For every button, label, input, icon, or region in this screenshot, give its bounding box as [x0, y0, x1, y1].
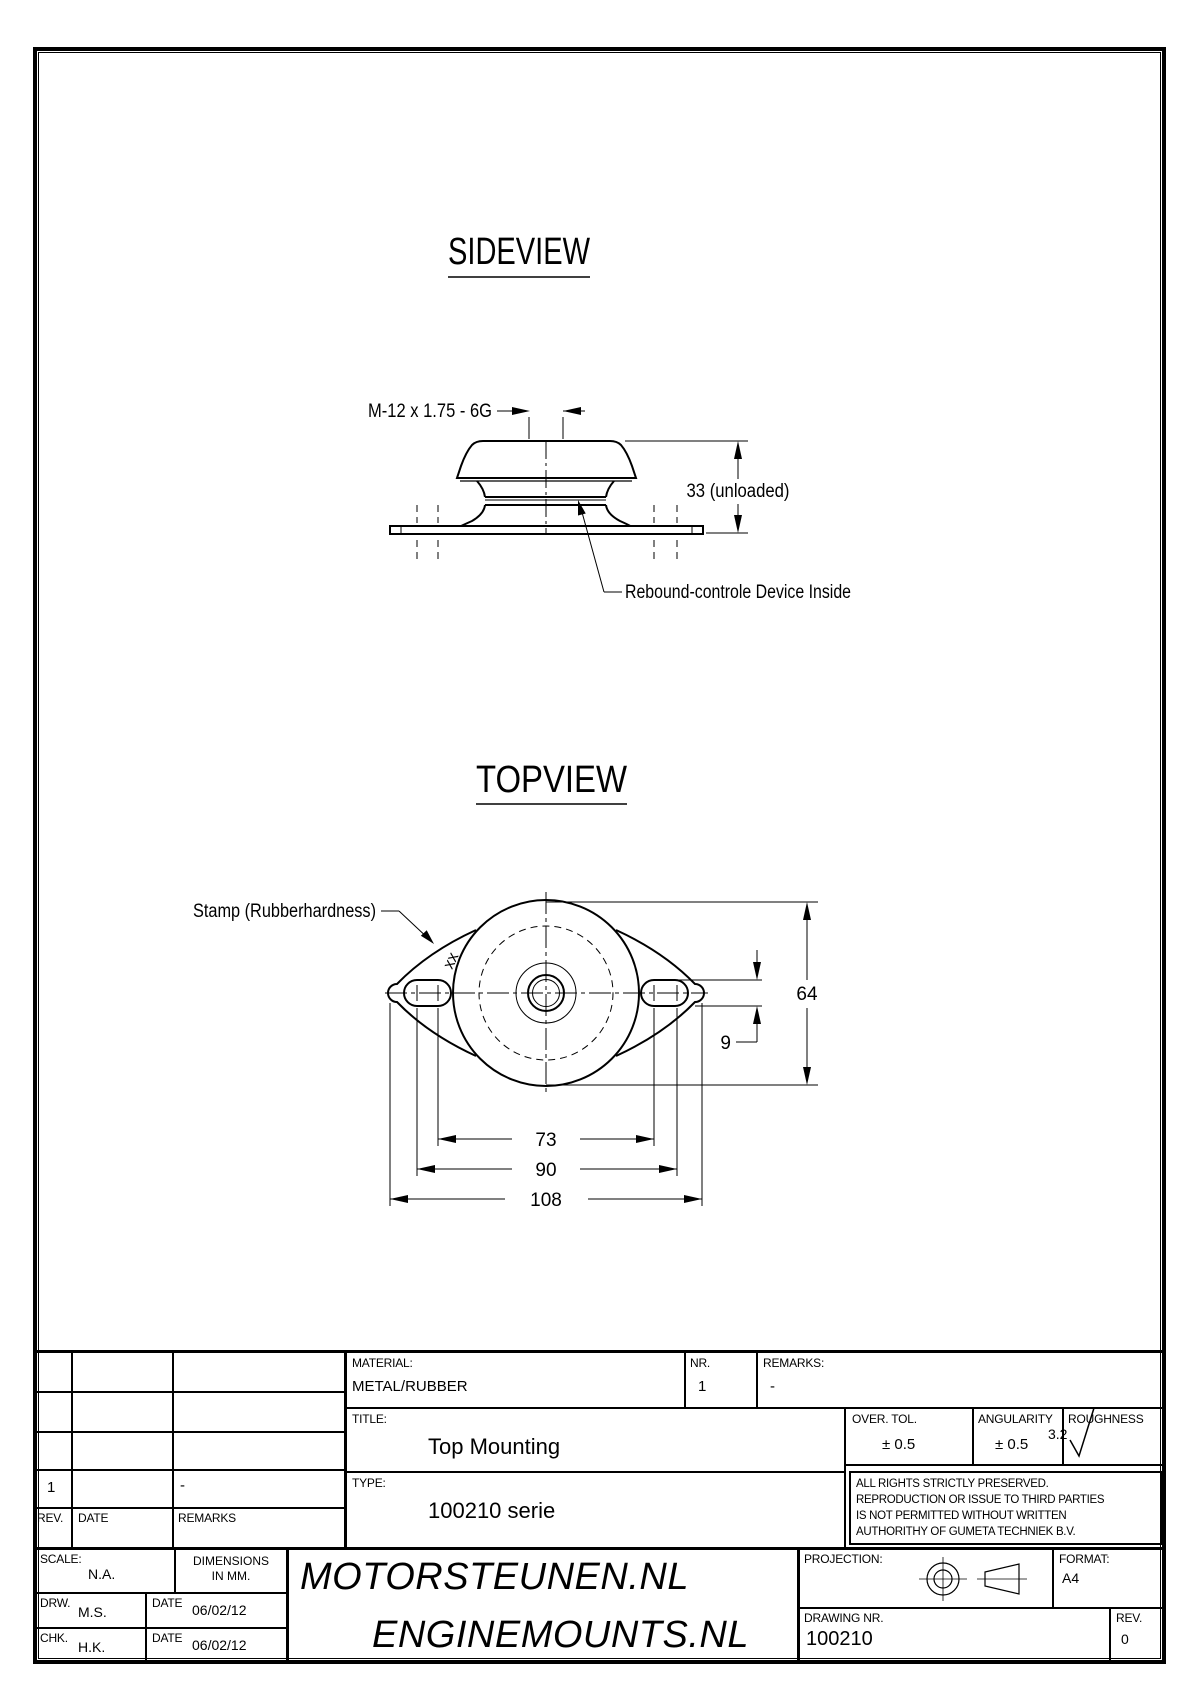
- rev-cell-left-line: [1109, 1607, 1111, 1664]
- remarks-header: REMARKS: [178, 1511, 236, 1525]
- dim73-label: 73: [535, 1130, 557, 1151]
- dim108-label: 108: [530, 1190, 562, 1211]
- leader-arrow-icon: [574, 499, 586, 516]
- tol-col-line-1: [972, 1408, 974, 1465]
- titleblock-top-line: [33, 1350, 1166, 1353]
- dimensions-note-line2: IN MM.: [211, 1569, 251, 1583]
- arrow-left-icon: [563, 407, 581, 415]
- material-value: METAL/RUBBER: [352, 1378, 468, 1395]
- arrow-up-icon: [753, 1006, 761, 1024]
- roughness-label: ROUGHNESS: [1068, 1412, 1144, 1426]
- rights-notice: [849, 1471, 1163, 1545]
- rev-row-line-4: [33, 1507, 345, 1509]
- rubber-right-lower: [606, 505, 632, 527]
- chk-label: CHK.: [40, 1631, 68, 1645]
- arrow-right-icon: [512, 407, 530, 415]
- rev-header: REV.: [37, 1511, 64, 1525]
- drawing-nr-value: 100210: [806, 1628, 873, 1650]
- over-tol-value: ± 0.5: [882, 1436, 916, 1453]
- title-value: Top Mounting: [428, 1434, 561, 1459]
- over-tol-label: OVER. TOL.: [852, 1412, 917, 1426]
- stamp-mark: xx: [440, 950, 463, 972]
- angularity-value: ± 0.5: [995, 1436, 1029, 1453]
- format-label: FORMAT:: [1059, 1552, 1110, 1566]
- brand-left-line: [286, 1548, 289, 1664]
- arrow-down-icon: [734, 515, 742, 533]
- rights-line: AUTHORITHY OF GUMETA TECHNIEK B.V.: [856, 1526, 1076, 1538]
- nr-value: 1: [698, 1378, 707, 1395]
- arrow-up-icon: [734, 441, 742, 459]
- dimensions-note-line1: DIMENSIONS: [192, 1554, 269, 1568]
- remarks-value: -: [770, 1378, 775, 1395]
- brand-line-2: ENGINEMOUNTS.NL: [372, 1614, 749, 1656]
- remarks-label: REMARKS:: [763, 1356, 825, 1370]
- rev-row-line-3: [33, 1469, 345, 1471]
- projection-label: PROJECTION:: [804, 1552, 883, 1566]
- material-label: MATERIAL:: [352, 1356, 413, 1370]
- scale-label: SCALE:: [40, 1552, 82, 1566]
- stamp-label: Stamp (Rubberhardness): [193, 901, 376, 922]
- brand-right-line: [797, 1548, 800, 1664]
- type-value: 100210 serie: [428, 1498, 556, 1523]
- topview-title: TOPVIEW: [476, 759, 628, 801]
- dim64-label: 64: [796, 984, 818, 1005]
- scale-row-line: [33, 1592, 288, 1594]
- tol-row-line: [845, 1464, 1166, 1466]
- rubber-left-upper: [477, 481, 485, 497]
- drawing-nr-label: DRAWING NR.: [804, 1611, 884, 1625]
- rights-line: ALL RIGHTS STRICTLY PRESERVED.: [856, 1478, 1049, 1490]
- rebound-leader-d: [580, 505, 604, 592]
- dim90-label: 90: [535, 1160, 557, 1181]
- rev-row-line-1: [33, 1391, 345, 1393]
- drw-value: M.S.: [78, 1604, 107, 1620]
- format-value: A4: [1062, 1570, 1080, 1586]
- leader-arrow-icon: [421, 930, 437, 946]
- rev-entry-remark: -: [180, 1477, 185, 1494]
- chk-value: H.K.: [78, 1639, 106, 1655]
- title-type-line: [345, 1471, 845, 1473]
- rights-line: IS NOT PERMITTED WITHOUT WRITTEN: [856, 1510, 1067, 1522]
- rev-label: REV.: [1116, 1611, 1143, 1625]
- dim9-label: 9: [720, 1033, 731, 1054]
- rubber-right-upper: [606, 481, 614, 497]
- roughness-symbol-icon: [1068, 1402, 1102, 1458]
- rebound-label: Rebound-controle Device Inside: [625, 582, 851, 603]
- drw-row-line: [33, 1627, 288, 1629]
- date-label-2: DATE: [152, 1631, 183, 1645]
- arrow-up-icon: [803, 902, 811, 920]
- bottom-section-line: [33, 1547, 1166, 1550]
- arrow-down-icon: [803, 1067, 811, 1085]
- date-header: DATE: [78, 1511, 109, 1525]
- rev-entry-number: 1: [47, 1479, 56, 1496]
- first-angle-projection-icon: [905, 1556, 1040, 1602]
- format-left-line: [1052, 1548, 1054, 1608]
- arrow-right-icon: [636, 1135, 654, 1143]
- topview: [193, 759, 818, 1211]
- scale-value: N.A.: [88, 1566, 116, 1582]
- dimensions-note: [176, 1554, 286, 1584]
- arrow-left-icon: [417, 1165, 435, 1173]
- sideview: [368, 231, 851, 603]
- title-right-line: [844, 1408, 846, 1548]
- type-label: TYPE:: [352, 1476, 386, 1490]
- rubber-left-lower: [459, 505, 485, 527]
- arrow-down-icon: [753, 962, 761, 980]
- title-label: TITLE:: [352, 1412, 387, 1426]
- arrow-left-icon: [390, 1195, 408, 1203]
- date-label-1: DATE: [152, 1596, 183, 1610]
- angularity-label: ANGULARITY: [978, 1412, 1053, 1426]
- drw-date: 06/02/12: [192, 1602, 247, 1618]
- rev-col-line-2: [172, 1352, 174, 1548]
- rev-row-line-2: [33, 1431, 345, 1433]
- rev-value: 0: [1121, 1631, 1129, 1647]
- thread-label: M-12 x 1.75 - 6G: [368, 401, 492, 422]
- nr-right-line: [756, 1352, 758, 1408]
- sideview-title: SIDEVIEW: [448, 231, 591, 273]
- roughness-value: 3.2: [1048, 1426, 1068, 1442]
- rev-col-line-1: [71, 1352, 73, 1548]
- nr-label: NR.: [690, 1356, 711, 1370]
- revtable-right-line: [344, 1352, 347, 1548]
- brand-line-1: MOTORSTEUNEN.NL: [300, 1556, 689, 1598]
- nr-left-line: [684, 1352, 686, 1408]
- arrow-left-icon: [438, 1135, 456, 1143]
- arrow-right-icon: [659, 1165, 677, 1173]
- rights-line: REPRODUCTION OR ISSUE TO THIRD PARTIES: [856, 1494, 1105, 1506]
- drw-label: DRW.: [40, 1596, 71, 1610]
- chk-date: 06/02/12: [192, 1637, 247, 1653]
- height-dim-label: 33 (unloaded): [686, 481, 790, 502]
- arrow-right-icon: [684, 1195, 702, 1203]
- drw-col-line: [145, 1592, 147, 1664]
